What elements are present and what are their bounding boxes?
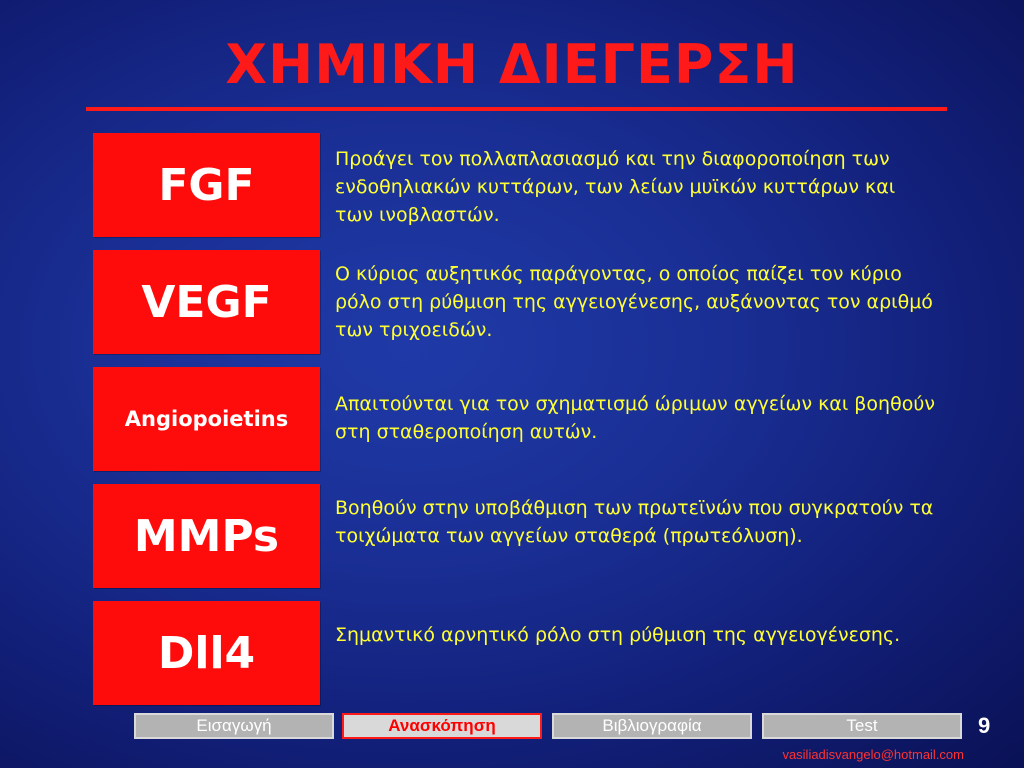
factor-row-angiopoietins [0,367,1024,471]
factor-label-box: Angiopoietins [93,367,320,471]
factor-row-dll4 [0,601,1024,705]
slide-title: ΧΗΜΙΚΗ ΔΙΕΓΕΡΣΗ [225,33,799,96]
factor-description: Προάγει τον πολλαπλασιασμό και την διαφοροποίηση των ενδοθηλιακών κυττάρων, των λείων μυϊκών κυττάρων και των ινοβλαστών. [335,148,896,226]
factor-description: Απαιτούνται για τον σχηματισμό ώριμων αγγείων και βοηθούν στη σταθεροποίηση αυτών. [335,393,935,443]
factor-label-box: FGF [93,133,320,237]
factor-row-mmps [0,484,1024,588]
factor-description: Σημαντικό αρνητικό ρόλο στη ρύθμιση της αγγειογένεσης. [335,624,901,646]
factor-description: Βοηθούν στην υποβάθμιση των πρωτεϊνών που συγκρατούν τα τοιχώματα των αγγείων σταθερά (πρωτεόλυση). [335,497,934,547]
nav-button-test[interactable]: Test [762,713,962,739]
factor-row-fgf [0,133,1024,237]
author-email: vasiliadisvangelo@hotmail.com [782,747,964,762]
factor-label-box: VEGF [93,250,320,354]
slide-number: 9 [978,713,991,738]
nav-button-introduction[interactable]: Εισαγωγή [134,713,334,739]
title-divider [86,107,947,111]
factor-label-box: MMPs [93,484,320,588]
nav-button-bibliography[interactable]: Βιβλιογραφία [552,713,752,739]
factor-label-box: Dll4 [93,601,320,705]
factor-description: Ο κύριος αυξητικός παράγοντας, ο οποίος παίζει τον κύριο ρόλο στη ρύθμιση της αγγειογένεσης, αυξάνοντας τον αριθμό των τριχοειδών. [335,263,933,341]
nav-button-review[interactable]: Ανασκόπηση [342,713,542,739]
factor-row-vegf [0,250,1024,354]
